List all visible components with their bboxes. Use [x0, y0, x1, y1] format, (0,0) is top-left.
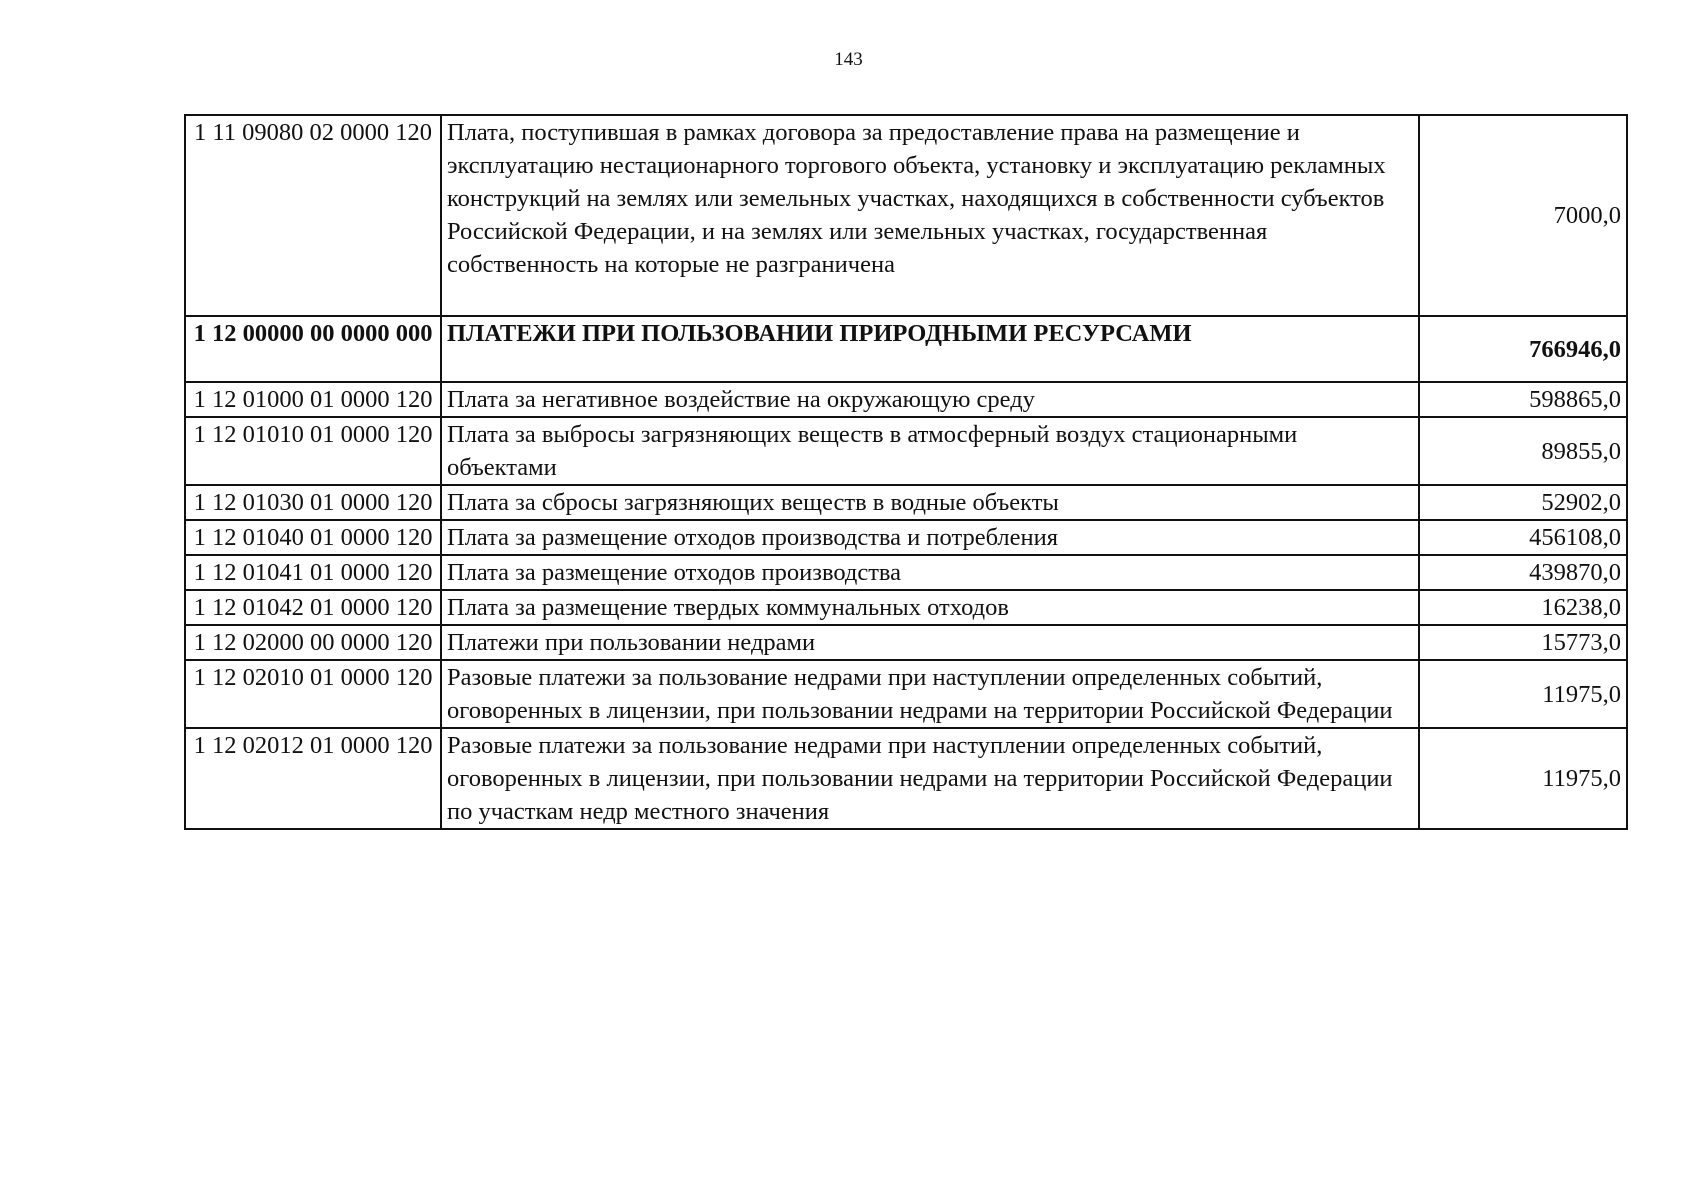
budget-code-cell: 1 12 02010 01 0000 120 [185, 660, 441, 728]
revenue-name-cell: Плата, поступившая в рамках договора за предоставление права на размещение и эксплуатацию нестационарного торгового объекта, установку и эксплуатацию рекламных конструкций на землях или земельных участках, находящихся в собственности субъектов Российской Федерации, и на землях или земельных участках, государственная собственность на которые не разграничена [441, 115, 1419, 316]
amount-cell: 598865,0 [1419, 382, 1627, 417]
budget-code-cell: 1 12 01042 01 0000 120 [185, 590, 441, 625]
table-row [185, 590, 1627, 625]
amount-cell: 456108,0 [1419, 520, 1627, 555]
table-row [185, 382, 1627, 417]
budget-code-cell: 1 12 01040 01 0000 120 [185, 520, 441, 555]
revenue-name-cell: Разовые платежи за пользование недрами при наступлении определенных событий, оговоренных в лицензии, при пользовании недрами на территории Российской Федерации [441, 660, 1419, 728]
revenue-name-cell: ПЛАТЕЖИ ПРИ ПОЛЬЗОВАНИИ ПРИРОДНЫМИ РЕСУРСАМИ [441, 316, 1419, 382]
amount-cell: 7000,0 [1419, 115, 1627, 316]
amount-cell: 11975,0 [1419, 660, 1627, 728]
revenue-name-cell: Платежи при пользовании недрами [441, 625, 1419, 660]
amount-cell: 16238,0 [1419, 590, 1627, 625]
table-row [185, 485, 1627, 520]
revenue-name-cell: Плата за размещение твердых коммунальных отходов [441, 590, 1419, 625]
table-row [185, 660, 1627, 728]
table-row-section-total [185, 316, 1627, 382]
budget-code-cell: 1 12 01041 01 0000 120 [185, 555, 441, 590]
amount-cell: 89855,0 [1419, 417, 1627, 485]
table-row [185, 417, 1627, 485]
amount-cell: 439870,0 [1419, 555, 1627, 590]
budget-code-cell: 1 12 01000 01 0000 120 [185, 382, 441, 417]
table-row [185, 115, 1627, 316]
revenue-name-cell: Плата за выбросы загрязняющих веществ в атмосферный воздух стационарными объектами [441, 417, 1419, 485]
amount-cell: 52902,0 [1419, 485, 1627, 520]
amount-cell: 15773,0 [1419, 625, 1627, 660]
budget-code-cell: 1 12 00000 00 0000 000 [185, 316, 441, 382]
page-number: 143 [834, 49, 863, 70]
budget-code-cell: 1 12 01030 01 0000 120 [185, 485, 441, 520]
table-row [185, 555, 1627, 590]
table-row [185, 728, 1627, 829]
table-row [185, 625, 1627, 660]
amount-cell: 766946,0 [1419, 316, 1627, 382]
table-row [185, 520, 1627, 555]
budget-revenue-table [184, 114, 1628, 830]
budget-code-cell: 1 12 01010 01 0000 120 [185, 417, 441, 485]
budget-code-cell: 1 12 02000 00 0000 120 [185, 625, 441, 660]
budget-code-cell: 1 12 02012 01 0000 120 [185, 728, 441, 829]
revenue-name-cell: Плата за негативное воздействие на окружающую среду [441, 382, 1419, 417]
revenue-name-cell: Плата за размещение отходов производства и потребления [441, 520, 1419, 555]
revenue-name-cell: Разовые платежи за пользование недрами при наступлении определенных событий, оговоренных в лицензии, при пользовании недрами на территории Российской Федерации по участкам недр местного значения [441, 728, 1419, 829]
budget-code-cell: 1 11 09080 02 0000 120 [185, 115, 441, 316]
revenue-name-cell: Плата за сбросы загрязняющих веществ в водные объекты [441, 485, 1419, 520]
amount-cell: 11975,0 [1419, 728, 1627, 829]
revenue-name-cell: Плата за размещение отходов производства [441, 555, 1419, 590]
